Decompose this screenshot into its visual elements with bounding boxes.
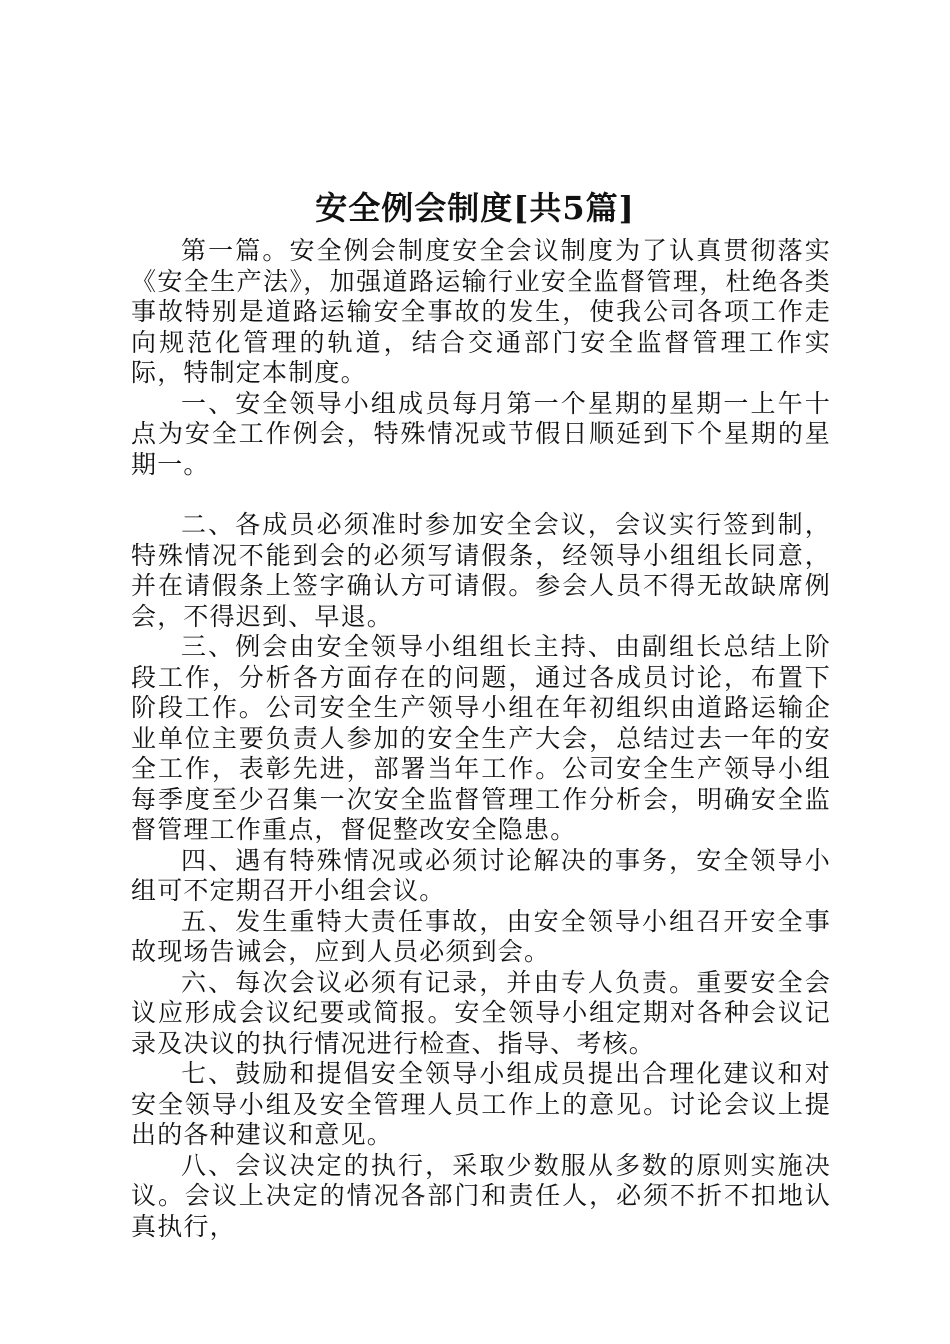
paragraph-item-5: 五、发生重特大责任事故，由安全领导小组召开安全事故现场告诫会，应到人员必须到会。 xyxy=(131,906,831,966)
paragraph-item-4: 四、遇有特殊情况或必须讨论解决的事务，安全领导小组可不定期召开小组会议。 xyxy=(131,845,831,905)
paragraph-item-7: 七、鼓励和提倡安全领导小组成员提出合理化建议和对安全领导小组及安全管理人员工作上的意见。讨论会议上提出的各种建议和意见。 xyxy=(131,1059,831,1149)
document-title: 安全例会制度[共5篇] xyxy=(315,189,635,227)
document-body xyxy=(131,236,831,1242)
paragraph-item-8: 八、会议决定的执行，采取少数服从多数的原则实施决议。会议上决定的情况各部门和责任人，必须不折不扣地认真执行， xyxy=(131,1150,831,1241)
paragraph-item-2: 二、各成员必须准时参加安全会议，会议实行签到制，特殊情况不能到会的必须写请假条，经领导小组组长同意，并在请假条上签字确认方可请假。参会人员不得无故缺席例会，不得迟到、早退。 xyxy=(131,510,831,631)
paragraph-item-3: 三、例会由安全领导小组组长主持、由副组长总结上阶段工作，分析各方面存在的问题，通过各成员讨论，布置下阶段工作。公司安全生产领导小组在年初组织由道路运输企业单位主要负责人参加的安全生产大会，总结过去一年的安全工作，表彰先进，部署当年工作。公司安全生产领导小组每季度至少召集一次安全监督管理工作分析会，明确安全监督管理工作重点，督促整改安全隐患。 xyxy=(131,632,831,844)
paragraph-intro: 第一篇。安全例会制度安全会议制度为了认真贯彻落实《安全生产法》，加强道路运输行业安全监督管理，杜绝各类事故特别是道路运输安全事故的发生，使我公司各项工作走向规范化管理的轨道，结合交通部门安全监督管理工作实际，特制定本制度。 xyxy=(131,236,831,387)
paragraph-item-6: 六、每次会议必须有记录，并由专人负责。重要安全会议应形成会议纪要或简报。安全领导小组定期对各种会议记录及决议的执行情况进行检查、指导、考核。 xyxy=(131,967,831,1058)
paragraph-item-1: 一、安全领导小组成员每月第一个星期的星期一上午十点为安全工作例会，特殊情况或节假日顺延到下个星期的星期一。 xyxy=(131,388,831,479)
